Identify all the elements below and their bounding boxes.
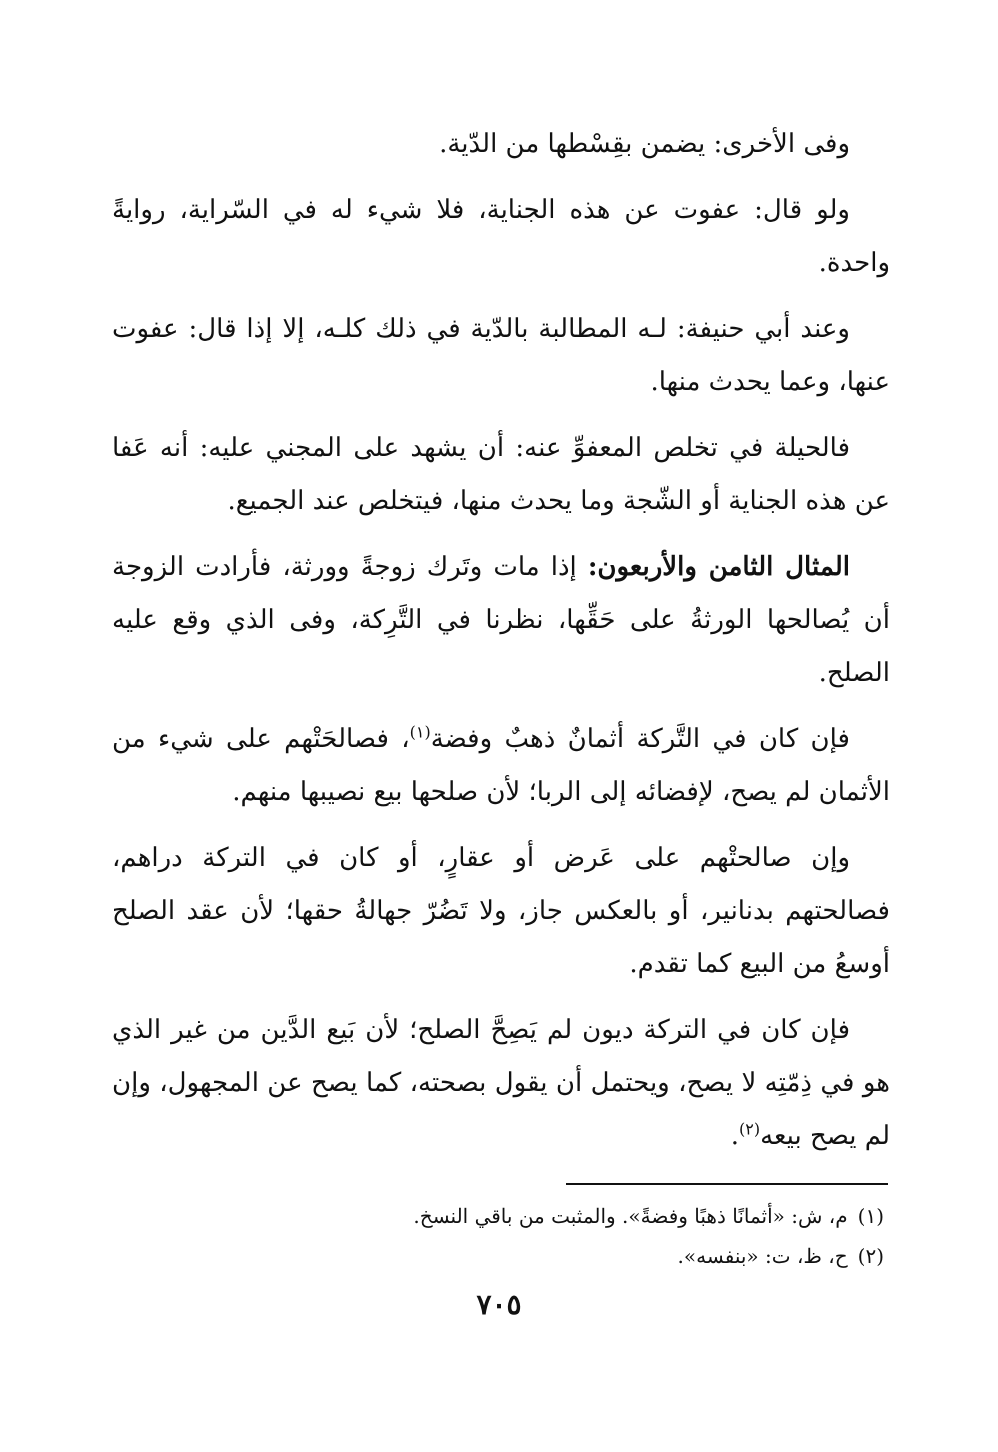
paragraph-heading: المثال الثامن والأربعون: (587, 552, 851, 582)
paragraph-text-continued: . (730, 1121, 740, 1151)
paragraph-4 (112, 422, 890, 528)
paragraph-text: إذا مات وتَرك زوجةً وورثة، فأرادت الزوجة أن يُصالحها الورثةُ على حَقِّها، نظرنا في التَّرِكة، وفى الذي وقع عليه الصلح. (112, 552, 890, 688)
paragraph-5 (112, 541, 890, 700)
paragraph-text-continued: ، فصالحَتْهم على شيء من الأثمان لم يصح، لإفضائه إلى الربا؛ لأن صلحها بيع نصيبها منهم. (112, 724, 890, 807)
paragraph-text: وعند أبي حنيفة: لـه المطالبة بالدّية في ذلك كلـه، إلا إذا قال: عفوت عنها، وعما يحدث منها. (112, 314, 890, 397)
paragraph-6 (112, 713, 890, 819)
footnotes (300, 1196, 884, 1276)
footnote-marker-1[interactable]: (١) (409, 722, 431, 742)
footnote-2 (300, 1236, 884, 1276)
paragraph-3 (112, 303, 890, 409)
paragraph-text: فإن كان في التركة ديون لم يَصِحَّ الصلح؛ لأن بَيع الدَّين من غير الذي هو في ذِمّتِه لا يصح، ويحتمل أن يقول بصحته، كما يصح عن المجهول، وإن لم يصح بيعه (112, 1015, 890, 1151)
paragraph-text: ولو قال: عفوت عن هذه الجناية، فلا شيء له في السّراية، روايةً واحدة. (112, 195, 890, 278)
paragraph-2 (112, 184, 890, 290)
footnote-number: (١) (857, 1204, 884, 1228)
footnote-1 (300, 1196, 884, 1236)
paragraph-1 (112, 118, 890, 171)
footnote-number: (٢) (857, 1244, 884, 1268)
footnote-text: م، ش: «أثمانًا ذهبًا وفضةً». والمثبت من باقي النسخ. (413, 1204, 848, 1228)
paragraph-text: فالحيلة في تخلص المعفوِّ عنه: أن يشهد على المجني عليه: أنه عَفا عن هذه الجناية أو الشّجة وما يحدث منها، فيتخلص عند الجميع. (112, 433, 890, 516)
page-number: ٧٠٥ (476, 1288, 522, 1321)
paragraph-text: وفى الأخرى: يضمن بقِسْطها من الدّية. (439, 129, 850, 159)
footnote-separator (566, 1183, 888, 1185)
footnote-marker-2[interactable]: (٢) (739, 1119, 761, 1139)
paragraph-8 (112, 1004, 890, 1163)
paragraph-text: وإن صالحتْهم على عَرض أو عقارٍ، أو كان في التركة دراهم، فصالحتهم بدنانير، أو بالعكس جاز، ولا تَضُرّ جهالةُ حقها؛ لأن عقد الصلح أوسعُ من البيع كما تقدم. (112, 843, 890, 979)
footnote-text: ح، ظ، ت: «بنفسه». (677, 1244, 848, 1268)
paragraph-7 (112, 832, 890, 991)
paragraph-text: فإن كان في التَّركة أثمانٌ ذهبٌ وفضة (430, 724, 850, 754)
main-text (112, 118, 890, 1176)
